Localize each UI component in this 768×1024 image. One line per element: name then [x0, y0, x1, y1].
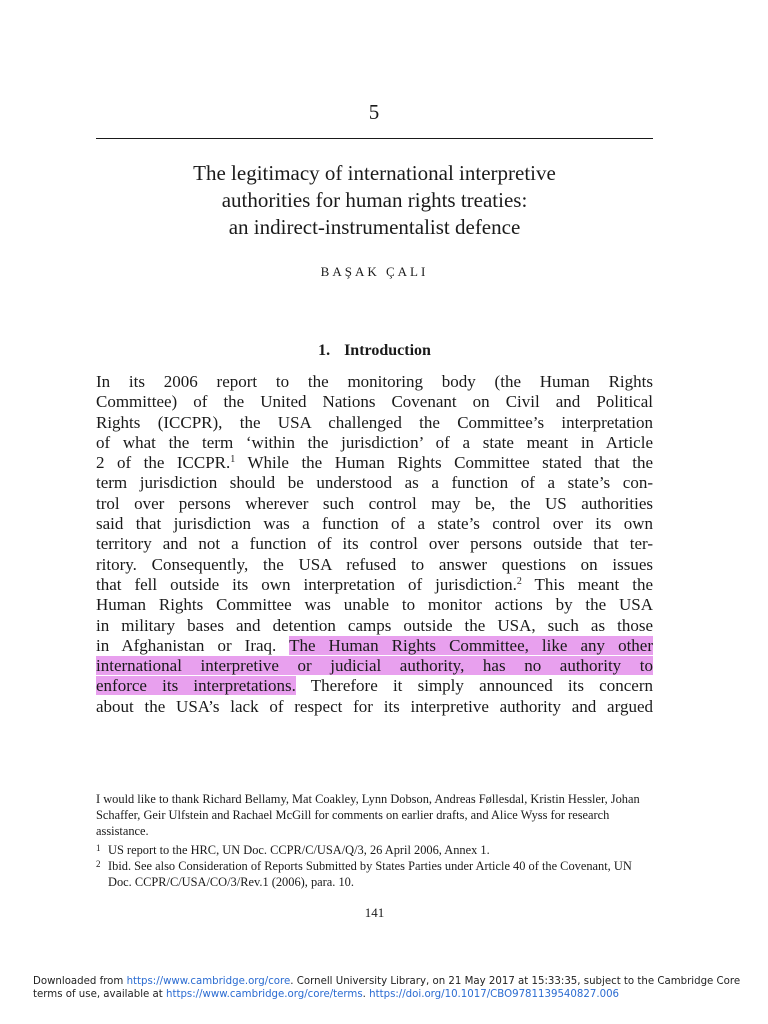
body-text-run: This meant the: [521, 574, 653, 594]
footnote-ref-1[interactable]: 1: [230, 454, 236, 466]
notice-text: Downloaded from: [33, 976, 127, 987]
body-line: [96, 656, 653, 676]
body-line: trol over persons wherever such control may be, the US authorities: [96, 493, 653, 513]
body-line: [96, 453, 653, 473]
body-line: territory and not a function of its control over persons outside that ter-: [96, 534, 653, 554]
highlighted-text[interactable]: The Human Rights Committee, like any other: [289, 635, 654, 655]
title-rule: [96, 138, 653, 139]
body-line: [96, 575, 653, 595]
body-line: in military bases and detention camps outside the USA, such as those: [96, 615, 653, 635]
section-heading: [96, 342, 653, 360]
footnote-1: [96, 842, 653, 858]
body-line: Rights (ICCPR), the USA challenged the Committee’s interpretation: [96, 412, 653, 432]
body-line: [96, 676, 653, 696]
notice-text: terms of use, available at: [33, 989, 167, 1000]
footnote-text: US report to the HRC, UN Doc. CCPR/C/USA/Q/3, 26 April 2006, Annex 1.: [108, 843, 490, 857]
page-number: 141: [364, 905, 385, 920]
footnote-mark: 1: [96, 843, 101, 853]
chapter-title-line: an indirect-instrumentalist defence: [228, 215, 521, 239]
body-line: of what the term ‘within the jurisdiction’ of a state meant in Article: [96, 432, 653, 452]
footnotes: [96, 791, 653, 890]
body-line: term jurisdiction should be understood as a function of a state’s con-: [96, 473, 653, 493]
section-title: Introduction: [344, 342, 431, 359]
highlighted-text[interactable]: enforce its interpretations.: [96, 676, 296, 696]
chapter-title: [96, 160, 653, 241]
section-number: 1.: [318, 342, 331, 359]
body-text-run: 2 of the ICCPR.: [96, 453, 231, 473]
footnote-mark: 2: [96, 859, 101, 869]
author-name: BAŞAK ÇALI: [320, 264, 429, 279]
notice-text: . Cornell University Library, on 21 May 2017 at 15:33:35, subject to the Cambridge Core: [290, 976, 741, 987]
notice-text: .: [362, 989, 370, 1000]
body-text-run: that fell outside its own interpretation of jurisdiction.: [96, 574, 517, 594]
footnote-ref-2[interactable]: 2: [516, 575, 522, 587]
download-notice: [33, 975, 753, 1001]
body-line: ritory. Consequently, the USA refused to answer questions on issues: [96, 554, 653, 574]
download-notice-line-2: [33, 988, 753, 1001]
terms-link[interactable]: https://www.cambridge.org/core/terms: [166, 989, 363, 1000]
body-line: about the USA’s lack of respect for its interpretive authority and argued: [96, 696, 653, 716]
body-line: [96, 636, 653, 656]
body-text-run: While the Human Rights Committee stated that the: [235, 453, 654, 473]
body-text-run: Therefore it simply announced its concern: [295, 676, 653, 696]
chapter-number: 5: [368, 100, 380, 124]
download-notice-line-1: [33, 975, 753, 988]
doi-link[interactable]: https://doi.org/10.1017/CBO9781139540827.006: [369, 989, 620, 1000]
body-line: said that jurisdiction was a function of a state’s control over its own: [96, 514, 653, 534]
footnote-text: Ibid. See also Consideration of Reports Submitted by States Parties under Article 40 of the Covenant, UN Doc. CCPR/C/USA/CO/3/Rev.1 (2006), para. 10.: [108, 859, 632, 889]
body-text-run: in Afghanistan or Iraq.: [96, 635, 290, 655]
body-line: Human Rights Committee was unable to monitor actions by the USA: [96, 595, 653, 615]
highlighted-text[interactable]: international interpretive or judicial authority, has no authority to: [96, 656, 653, 676]
body-paragraph[interactable]: [96, 372, 653, 717]
chapter-title-line: The legitimacy of international interpretive: [193, 161, 556, 185]
acknowledgement-note: I would like to thank Richard Bellamy, Mat Coakley, Lynn Dobson, Andreas Føllesdal, Kristin Hessler, Johan Schaffer, Geir Ulfstein and Rachael McGill for comments on earlier drafts, and Alice Wyss for research assistance.: [96, 792, 640, 838]
chapter-title-line: authorities for human rights treaties:: [221, 188, 528, 212]
body-line: Committee) of the United Nations Covenant on Civil and Political: [96, 392, 653, 412]
footnote-2: [96, 858, 653, 890]
cambridge-core-link[interactable]: https://www.cambridge.org/core: [126, 976, 291, 987]
body-line: In its 2006 report to the monitoring body (the Human Rights: [96, 372, 653, 391]
